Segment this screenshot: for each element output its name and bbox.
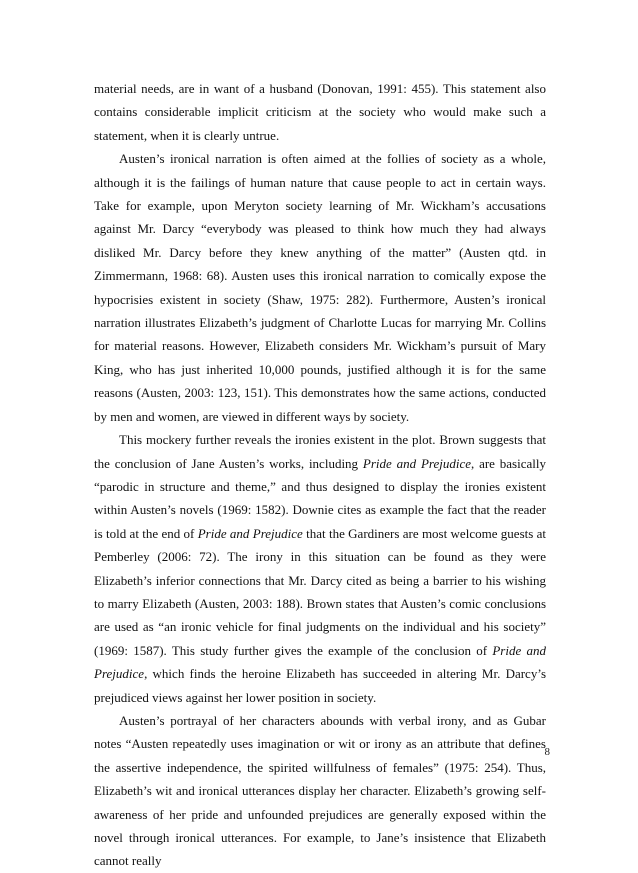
text-segment: that the Gardiners are most welcome guests at Pemberley (2006: 72). The irony in this situation can be found as they were Elizabeth’s inferior connections that Mr. Darcy cited as being a barrier to his wishing to marry Elizabeth (Austen, 2003: 188). Brown states that Austen’s comic conclusions are used as “an ironic vehicle for final judgments on the individual and his society” (1969: 1587). This study further gives the example of the conclusion of	[94, 525, 547, 658]
italic-title: Pride and Prejudice	[94, 642, 546, 682]
paragraph	[94, 709, 546, 873]
paragraph	[94, 77, 546, 147]
body-text	[94, 77, 546, 873]
paragraph	[94, 428, 546, 709]
text-segment: This mockery further reveals the ironies existent in the plot. Brown suggests that the conclusion of Jane Austen’s works, including	[94, 432, 546, 471]
text-segment: material needs, are in want of a husband (Donovan, 1991: 455). This statement also contains considerable implicit criticism at the society who would make such a statement, when it is clearly untrue.	[94, 81, 546, 143]
text-segment: , which finds the heroine Elizabeth has succeeded in altering Mr. Darcy’s prejudiced views against her lower position in society.	[94, 666, 546, 705]
italic-title: Pride and Prejudice	[362, 455, 471, 471]
italic-title: Pride and Prejudice	[197, 525, 303, 541]
text-segment: Austen’s portrayal of her characters abounds with verbal irony, and as Gubar notes “Austen repeatedly uses imagination or wit or irony as an attribute that defines the assertive independence, the spirited willfulness of females” (1975: 254). Thus, Elizabeth’s wit and ironical utterances display her character. Elizabeth’s growing self-awareness of her pride and unfounded prejudices are generally exposed within the novel through ironical utterances. For example, to Jane’s insistence that Elizabeth cannot really	[94, 712, 546, 869]
page-number: 8	[544, 746, 550, 758]
text-segment: , are basically “parodic in structure and theme,” and thus designed to display the ironies existent within Austen’s novels (1969: 1582). Downie cites as example the fact that the reader is told at the end of	[94, 455, 546, 541]
text-segment: Austen’s ironical narration is often aimed at the follies of society as a whole, although it is the failings of human nature that cause people to act in certain ways. Take for example, upon Meryton society learning of Mr. Wickham’s accusations against Mr. Darcy “everybody was pleased to think how much they had always disliked Mr. Darcy before they knew anything of the matter” (Austen qtd. in Zimmermann, 1968: 68). Austen uses this ironical narration to comically expose the hypocrisies existent in society (Shaw, 1975: 282). Furthermore, Austen’s ironical narration illustrates Elizabeth’s judgment of Charlotte Lucas for marrying Mr. Collins for material reasons. However, Elizabeth considers Mr. Wickham’s pursuit of Mary King, who has just inherited 10,000 pounds, justified although it is for the same reasons (Austen, 2003: 123, 151). This demonstrates how the same actions, conducted by men and women, are viewed in different ways by society.	[94, 151, 546, 424]
paragraph	[94, 147, 546, 428]
